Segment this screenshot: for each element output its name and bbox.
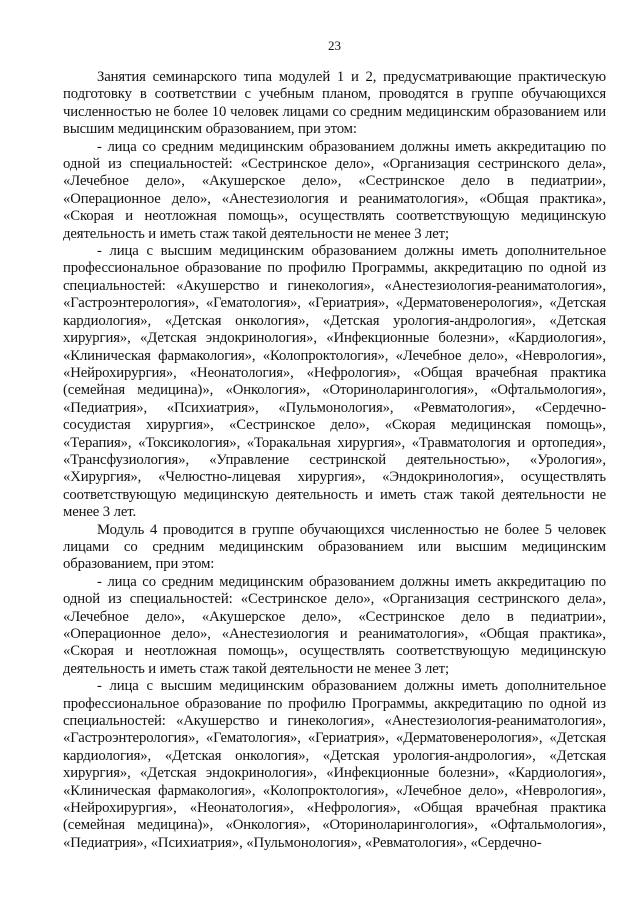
paragraph-secondary-education-2: - лица со средним медицинским образованием должны иметь аккредитацию по одной из специальностей: «Сестринское дело», «Организация сестринского дела», «Лечебное дело», «Акушерское дело», «Сестринское дело в педиатрии», «Операционное дело», «Анестезиология и реаниматология», «Общая практика», «Скорая и неотложная помощь», осуществлять соответствующую медицинскую деятельность и иметь стаж такой деятельности не менее 3 лет; (63, 573, 606, 677)
page-number: 23 (328, 38, 341, 53)
paragraph-secondary-education-1: - лица со средним медицинским образованием должны иметь аккредитацию по одной из специальностей: «Сестринское дело», «Организация сестринского дела», «Лечебное дело», «Акушерское дело», «Сестринское дело в педиатрии», «Операционное дело», «Анестезиология и реаниматология», «Общая практика», «Скорая и неотложная помощь», осуществлять соответствующую медицинскую деятельность и иметь стаж такой деятельности не менее 3 лет; (63, 138, 606, 242)
paragraph-higher-education-2: - лица с высшим медицинским образованием должны иметь дополнительное профессиональное образование по профилю Программы, аккредитацию по одной из специальностей: «Акушерство и гинекология», «Анестезиология-реаниматология», «Гастроэнтерология», «Гематология», «Гериатрия», «Дерматовенерология», «Детская кардиология», «Детская онкология», «Детская урология-андрология», «Детская хирургия», «Детская эндокринология», «Инфекционные болезни», «Кардиология», «Клиническая фармакология», «Колопроктология», «Лечебное дело», «Неврология», «Нейрохирургия», «Неонатология», «Нефрология», «Общая врачебная практика (семейная медицина)», «Онкология», «Оториноларингология», «Офтальмология», «Педиатрия», «Психиатрия», «Пульмонология», «Ревматология», «Сердечно- (63, 678, 606, 851)
paragraph-module-4-intro: Модуль 4 проводится в группе обучающихся численностью не более 5 человек лицами со средним медицинским образованием или высшим медицинским образованием, при этом: (63, 521, 606, 573)
document-body (63, 69, 606, 852)
paragraph-higher-education-1: - лица с высшим медицинским образованием должны иметь дополнительное профессиональное образование по профилю Программы, аккредитацию по одной из специальностей: «Акушерство и гинекология», «Анестезиология-реаниматология», «Гастроэнтерология», «Гематология», «Гериатрия», «Дерматовенерология», «Детская кардиология», «Детская онкология», «Детская урология-андрология», «Детская хирургия», «Детская эндокринология», «Инфекционные болезни», «Кардиология», «Клиническая фармакология», «Колопроктология», «Лечебное дело», «Неврология», «Нейрохирургия», «Неонатология», «Нефрология», «Общая врачебная практика (семейная медицина)», «Онкология», «Оториноларингология», «Офтальмология», «Педиатрия», «Психиатрия», «Пульмонология», «Ревматология», «Сердечно-сосудистая хирургия», «Сестринское дело», «Скорая медицинская помощь», «Терапия», «Токсикология», «Торакальная хирургия», «Травматология и ортопедия», «Трансфузиология», «Управление сестринской деятельностью», «Урология», «Хирургия», «Челюстно-лицевая хирургия», «Эндокринология», осуществлять соответствующую медицинскую деятельность и иметь стаж такой деятельности не менее 3 лет. (63, 243, 606, 521)
paragraph-seminar-intro: Занятия семинарского типа модулей 1 и 2, предусматривающие практическую подготовку в соответствии с учебным планом, проводятся в группе обучающихся численностью не более 10 человек лицами со средним медицинским образованием или высшим медицинским образованием, при этом: (63, 69, 606, 138)
